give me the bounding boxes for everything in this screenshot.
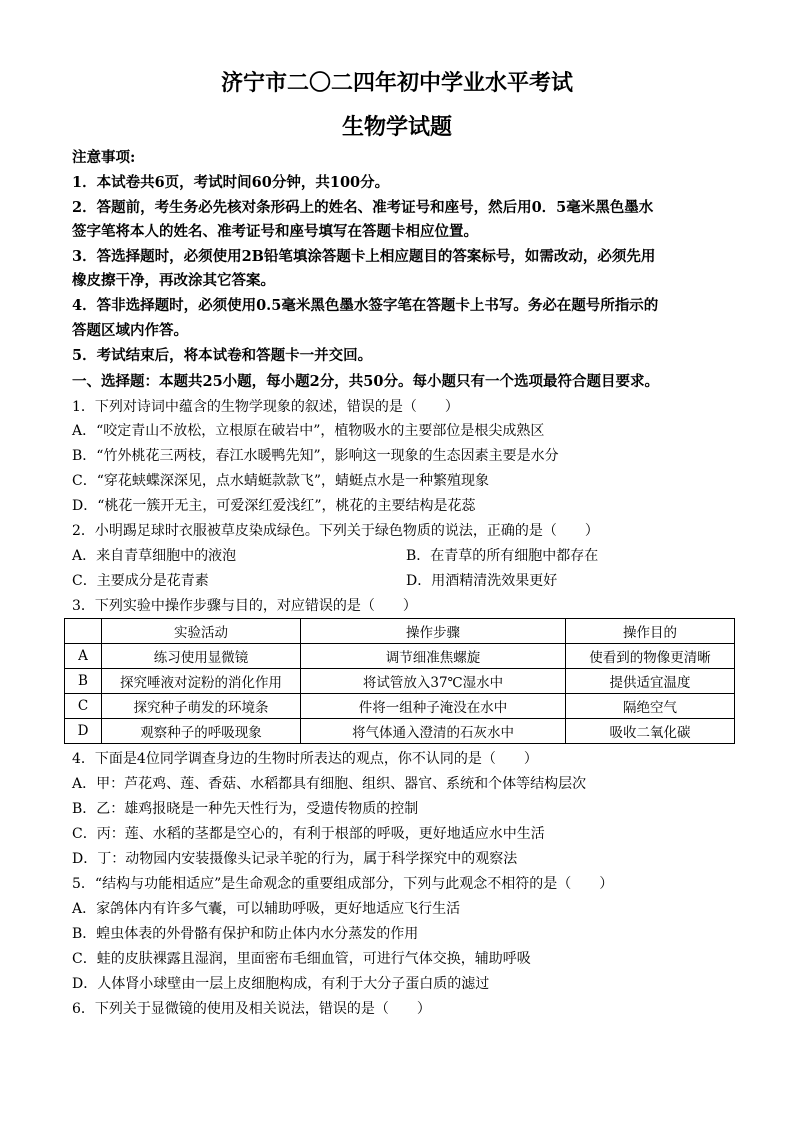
question-option: A．“咬定青山不放松，立根原在破岩中”，植物吸水的主要部位是根尖成熟区 xyxy=(72,423,545,439)
question-option: C．蛙的皮肤裸露且湿润，里面密布毛细血管，可进行气体交换，辅助呼吸 xyxy=(72,951,531,967)
table-row xyxy=(65,694,735,719)
exam-title: 济宁市二〇二四年初中学业水平考试 xyxy=(220,70,573,96)
table-header-cell: 实验活动 xyxy=(102,619,301,644)
table-row xyxy=(65,719,735,744)
question-option: D．丁：动物园内安装摄像头记录羊驼的行为，属于科学探究中的观察法 xyxy=(72,851,518,867)
notes-line: 5．考试结束后，将本试卷和答题卡一并交回。 xyxy=(72,347,373,364)
question-stem: 3．下列实验中操作步骤与目的，对应错误的是（ ） xyxy=(72,598,417,614)
table-cell: 探究种子萌发的环境条 xyxy=(102,694,301,719)
table-cell: 吸收二氧化碳 xyxy=(566,719,735,744)
question-option: D．人体肾小球壁由一层上皮细胞构成，有利于大分子蛋白质的滤过 xyxy=(72,976,490,992)
question-stem: 6．下列关于显微镜的使用及相关说法，错误的是（ ） xyxy=(72,1001,431,1017)
question-option: C．丙：莲、水稻的茎都是空心的，有利于根部的呼吸，更好地适应水中生活 xyxy=(72,826,545,842)
notes-line: 答题区域内作答。 xyxy=(72,322,188,339)
question-option: D．“桃花一簇开无主，可爱深红爱浅红”，桃花的主要结构是花蕊 xyxy=(72,498,476,514)
table-header-cell: 操作目的 xyxy=(566,619,735,644)
table-cell: A xyxy=(65,644,102,669)
question-option: D．用酒精清洗效果更好 xyxy=(406,573,558,589)
table-cell: 将气体通入澄清的石灰水中 xyxy=(301,719,566,744)
section-heading: 一、选择题：本题共25小题，每小题2分，共50分。每小题只有一个选项最符合题目要求。 xyxy=(72,373,659,390)
table-cell: 隔绝空气 xyxy=(566,694,735,719)
question-option: A．甲：芦花鸡、莲、香菇、水稻都具有细胞、组织、器官、系统和个体等结构层次 xyxy=(72,776,587,792)
table-cell: 件将一组种子淹没在水中 xyxy=(301,694,566,719)
table-cell: 提供适宜温度 xyxy=(566,669,735,694)
table-header-row xyxy=(65,619,735,644)
notes-line: 3．答选择题时，必须使用2B铅笔填涂答题卡上相应题目的答案标号，如需改动，必须先用 xyxy=(72,248,656,265)
question-option: C．“穿花蛱蝶深深见，点水蜻蜓款款飞”，蜻蜓点水是一种繁殖现象 xyxy=(72,473,490,489)
table-cell: 探究唾液对淀粉的消化作用 xyxy=(102,669,301,694)
question-option: B．乙：雄鸡报晓是一种先天性行为，受遗传物质的控制 xyxy=(72,801,419,817)
notes-heading: 注意事项: xyxy=(72,149,136,166)
table-cell: C xyxy=(65,694,102,719)
table-cell: B xyxy=(65,669,102,694)
question-stem: 4．下面是4位同学调查身边的生物时所表达的观点，你不认同的是（ ） xyxy=(72,751,538,767)
notes-line: 签字笔将本人的姓名、准考证号和座号填写在答题卡相应位置。 xyxy=(72,223,478,240)
question-stem: 1．下列对诗词中蕴含的生物学现象的叙述，错误的是（ ） xyxy=(72,399,459,415)
table-cell: 练习使用显微镜 xyxy=(102,644,301,669)
question-option: B．蝗虫体表的外骨骼有保护和防止体内水分蒸发的作用 xyxy=(72,926,419,942)
question-stem: 2．小明踢足球时衣服被草皮染成绿色。下列关于绿色物质的说法，正确的是（ ） xyxy=(72,523,599,539)
table-cell: 观察种子的呼吸现象 xyxy=(102,719,301,744)
table-header-cell xyxy=(65,619,102,644)
table-cell: 使看到的物像更清晰 xyxy=(566,644,735,669)
table-cell: D xyxy=(65,719,102,744)
question-option: B．“竹外桃花三两枝，春江水暖鸭先知”，影响这一现象的生态因素主要是水分 xyxy=(72,448,559,464)
experiment-table xyxy=(64,618,735,744)
table-row xyxy=(65,644,735,669)
notes-line: 4．答非选择题时，必须使用0.5毫米黑色墨水签字笔在答题卡上书写。务必在题号所指示的 xyxy=(72,297,659,314)
notes-line: 2．答题前，考生务必先核对条形码上的姓名、准考证号和座号，然后用0．5毫米黑色墨水 xyxy=(72,199,654,216)
question-stem: 5．“结构与功能相适应”是生命观念的重要组成部分，下列与此观念不相符的是（ ） xyxy=(72,876,614,892)
table-cell: 将试管放入37℃湿水中 xyxy=(301,669,566,694)
question-option: A．来自青草细胞中的液泡 xyxy=(72,548,237,564)
table-header-cell: 操作步骤 xyxy=(301,619,566,644)
exam-subtitle: 生物学试题 xyxy=(341,114,452,140)
table-row xyxy=(65,669,735,694)
question-option: A．家鸽体内有许多气囊，可以辅助呼吸，更好地适应飞行生活 xyxy=(72,901,461,917)
table-cell: 调节细准焦螺旋 xyxy=(301,644,566,669)
notes-line: 橡皮擦干净，再改涂其它答案。 xyxy=(72,272,275,289)
question-option: B．在青草的所有细胞中都存在 xyxy=(406,548,599,564)
question-option: C．主要成分是花青素 xyxy=(72,573,209,589)
notes-line: 1．本试卷共6页，考试时间60分钟，共100分。 xyxy=(72,174,390,191)
